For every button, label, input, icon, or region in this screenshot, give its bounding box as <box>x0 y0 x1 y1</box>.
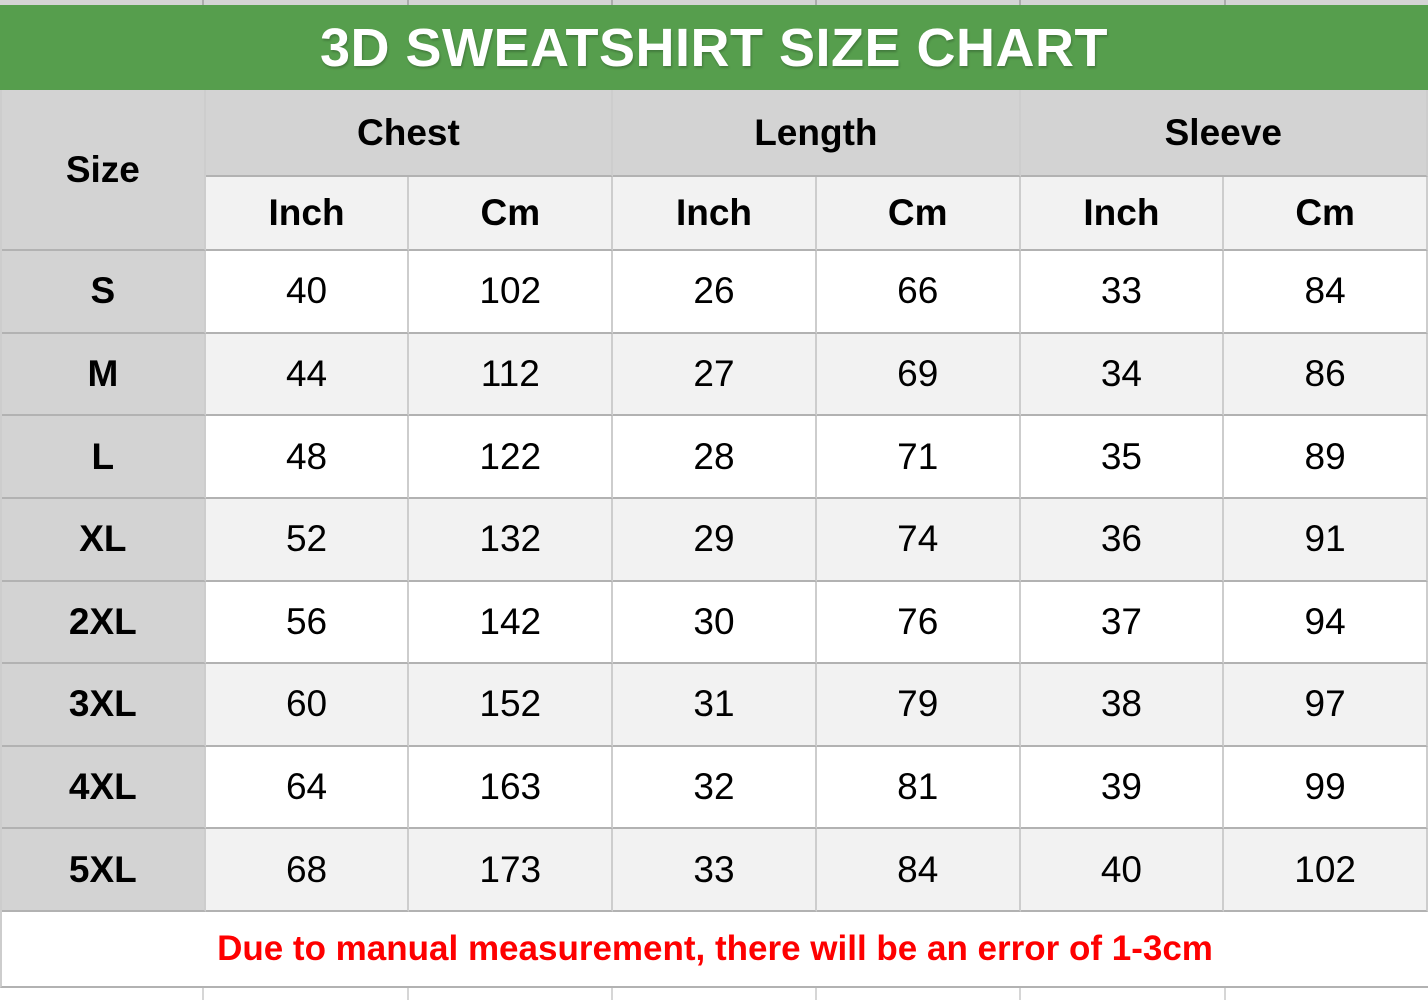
value-cell: 91 <box>1224 499 1428 582</box>
value-cell: 68 <box>206 829 410 912</box>
value-cell: 79 <box>817 664 1021 747</box>
value-cell: 173 <box>409 829 613 912</box>
size-cell: XL <box>2 499 206 582</box>
value-cell: 34 <box>1021 334 1225 417</box>
value-cell: 26 <box>613 251 817 334</box>
length-cm-header: Cm <box>817 177 1021 251</box>
value-cell: 142 <box>409 582 613 665</box>
grid-cell <box>817 988 1021 1000</box>
grid-cell <box>0 988 204 1000</box>
value-cell: 48 <box>206 416 410 499</box>
grid-cell <box>204 988 408 1000</box>
value-cell: 84 <box>1224 251 1428 334</box>
measurement-note: Due to manual measurement, there will be an error of 1-3cm <box>217 929 1213 968</box>
value-cell: 102 <box>1224 829 1428 912</box>
value-cell: 84 <box>817 829 1021 912</box>
value-cell: 33 <box>1021 251 1225 334</box>
value-cell: 66 <box>817 251 1021 334</box>
measurement-note-row <box>0 912 1428 988</box>
size-table <box>0 90 1428 912</box>
value-cell: 89 <box>1224 416 1428 499</box>
value-cell: 29 <box>613 499 817 582</box>
value-cell: 122 <box>409 416 613 499</box>
grid-cell <box>1226 988 1428 1000</box>
length-group-header: Length <box>613 90 1020 177</box>
value-cell: 30 <box>613 582 817 665</box>
value-cell: 102 <box>409 251 613 334</box>
grid-cell <box>613 988 817 1000</box>
size-cell: 3XL <box>2 664 206 747</box>
value-cell: 27 <box>613 334 817 417</box>
value-cell: 40 <box>1021 829 1225 912</box>
value-cell: 94 <box>1224 582 1428 665</box>
title-banner <box>0 5 1428 90</box>
value-cell: 35 <box>1021 416 1225 499</box>
value-cell: 76 <box>817 582 1021 665</box>
value-cell: 74 <box>817 499 1021 582</box>
page-title: 3D SWEATSHIRT SIZE CHART <box>319 17 1108 78</box>
sleeve-cm-header: Cm <box>1224 177 1428 251</box>
value-cell: 97 <box>1224 664 1428 747</box>
value-cell: 86 <box>1224 334 1428 417</box>
value-cell: 112 <box>409 334 613 417</box>
value-cell: 99 <box>1224 747 1428 830</box>
grid-cell <box>1021 988 1225 1000</box>
value-cell: 39 <box>1021 747 1225 830</box>
value-cell: 40 <box>206 251 410 334</box>
size-cell: 4XL <box>2 747 206 830</box>
size-cell: M <box>2 334 206 417</box>
size-cell: S <box>2 251 206 334</box>
value-cell: 31 <box>613 664 817 747</box>
sleeve-group-header: Sleeve <box>1021 90 1428 177</box>
size-cell: L <box>2 416 206 499</box>
value-cell: 44 <box>206 334 410 417</box>
chest-group-header: Chest <box>206 90 613 177</box>
sleeve-inch-header: Inch <box>1021 177 1225 251</box>
value-cell: 33 <box>613 829 817 912</box>
value-cell: 163 <box>409 747 613 830</box>
chest-cm-header: Cm <box>409 177 613 251</box>
value-cell: 71 <box>817 416 1021 499</box>
value-cell: 60 <box>206 664 410 747</box>
value-cell: 64 <box>206 747 410 830</box>
grid-cell <box>409 988 613 1000</box>
value-cell: 52 <box>206 499 410 582</box>
value-cell: 132 <box>409 499 613 582</box>
value-cell: 38 <box>1021 664 1225 747</box>
value-cell: 36 <box>1021 499 1225 582</box>
value-cell: 37 <box>1021 582 1225 665</box>
chest-inch-header: Inch <box>206 177 410 251</box>
size-column-header: Size <box>2 90 206 251</box>
value-cell: 28 <box>613 416 817 499</box>
length-inch-header: Inch <box>613 177 817 251</box>
size-cell: 5XL <box>2 829 206 912</box>
value-cell: 32 <box>613 747 817 830</box>
value-cell: 152 <box>409 664 613 747</box>
size-cell: 2XL <box>2 582 206 665</box>
value-cell: 69 <box>817 334 1021 417</box>
value-cell: 81 <box>817 747 1021 830</box>
bottom-grid-strip <box>0 988 1428 1000</box>
value-cell: 56 <box>206 582 410 665</box>
